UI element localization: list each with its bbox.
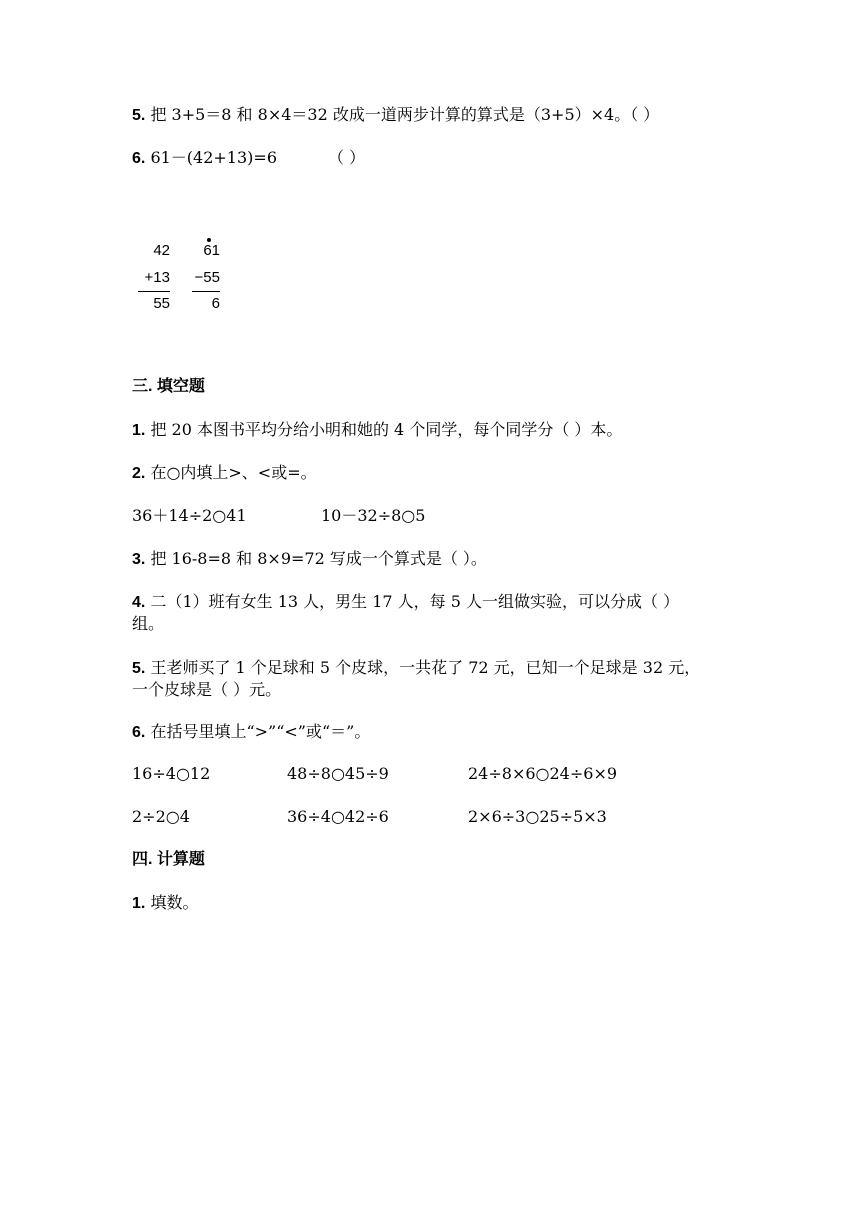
question-text: 把 16-8=8 和 8×9=72 写成一个算式是（ ）。 xyxy=(150,549,487,568)
question-number: 2. xyxy=(132,465,146,482)
question-number: 5. xyxy=(132,660,146,677)
section-title-fill-in: 三. 填空题 xyxy=(132,378,205,395)
question-number: 1. xyxy=(132,422,146,439)
fill-question-6 xyxy=(132,721,370,744)
difference-result: 6 xyxy=(211,295,220,312)
question-text: 填数。 xyxy=(150,893,199,912)
fill-question-5 xyxy=(132,657,700,680)
question-number: 6. xyxy=(132,150,146,167)
compare-expression: 16÷4○12 xyxy=(132,764,211,783)
fill-question-4 xyxy=(132,591,679,614)
vertical-calculation-figure xyxy=(136,238,236,318)
minuend: 61 xyxy=(203,242,220,259)
sum-line xyxy=(138,291,170,292)
question-text: 二（1）班有女生 13 人，男生 17 人，每 5 人一组做实验，可以分成（ ） xyxy=(150,592,680,611)
fill-question-4-continuation: 组。 xyxy=(132,614,165,633)
answer-paren[interactable]: （ ） xyxy=(328,148,366,167)
fill-question-1 xyxy=(132,419,622,442)
fill-question-5-continuation: 一个皮球是（ ）元。 xyxy=(132,680,282,699)
fill-question-3 xyxy=(132,548,487,571)
calc-question-1 xyxy=(132,892,198,915)
question-number: 4. xyxy=(132,594,146,611)
judge-question-5 xyxy=(132,104,659,127)
compare-expression: 36＋14÷2○41 xyxy=(132,506,247,525)
question-text: 把 20 本图书平均分给小明和她的 4 个同学，每个同学分（ ）本。 xyxy=(150,420,623,439)
compare-expression: 10－32÷8○5 xyxy=(321,506,426,525)
question-number: 1. xyxy=(132,895,146,912)
compare-expression: 24÷8×6○24÷6×9 xyxy=(468,764,618,783)
judge-question-6 xyxy=(132,147,366,170)
compare-expression: 2÷2○4 xyxy=(132,807,190,826)
question-text: 王老师买了 1 个足球和 5 个皮球，一共花了 72 元，已知一个足球是 32 元， xyxy=(150,658,701,677)
fill-question-2 xyxy=(132,462,317,485)
question-number: 6. xyxy=(132,724,146,741)
addend-top: 42 xyxy=(153,242,170,259)
compare-expression: 2×6÷3○25÷5×3 xyxy=(468,807,607,826)
question-number: 5. xyxy=(132,107,146,124)
difference-line xyxy=(192,291,220,292)
addend-bottom: +13 xyxy=(144,269,170,286)
question-text: 61－(42+13)=6 xyxy=(150,148,277,167)
section-title-calculation: 四. 计算题 xyxy=(132,851,205,868)
compare-expression: 48÷8○45÷9 xyxy=(287,764,389,783)
subtrahend: −55 xyxy=(194,269,220,286)
compare-expression: 36÷4○42÷6 xyxy=(287,807,389,826)
question-text: 在○内填上>、<或=。 xyxy=(150,463,317,482)
question-text: 在括号里填上“>”“<”或“＝”。 xyxy=(150,722,371,741)
question-text: 把 3+5＝8 和 8×4＝32 改成一道两步计算的算式是（3+5）×4。（ ） xyxy=(150,105,660,124)
question-number: 3. xyxy=(132,551,146,568)
sum-result: 55 xyxy=(153,295,170,312)
